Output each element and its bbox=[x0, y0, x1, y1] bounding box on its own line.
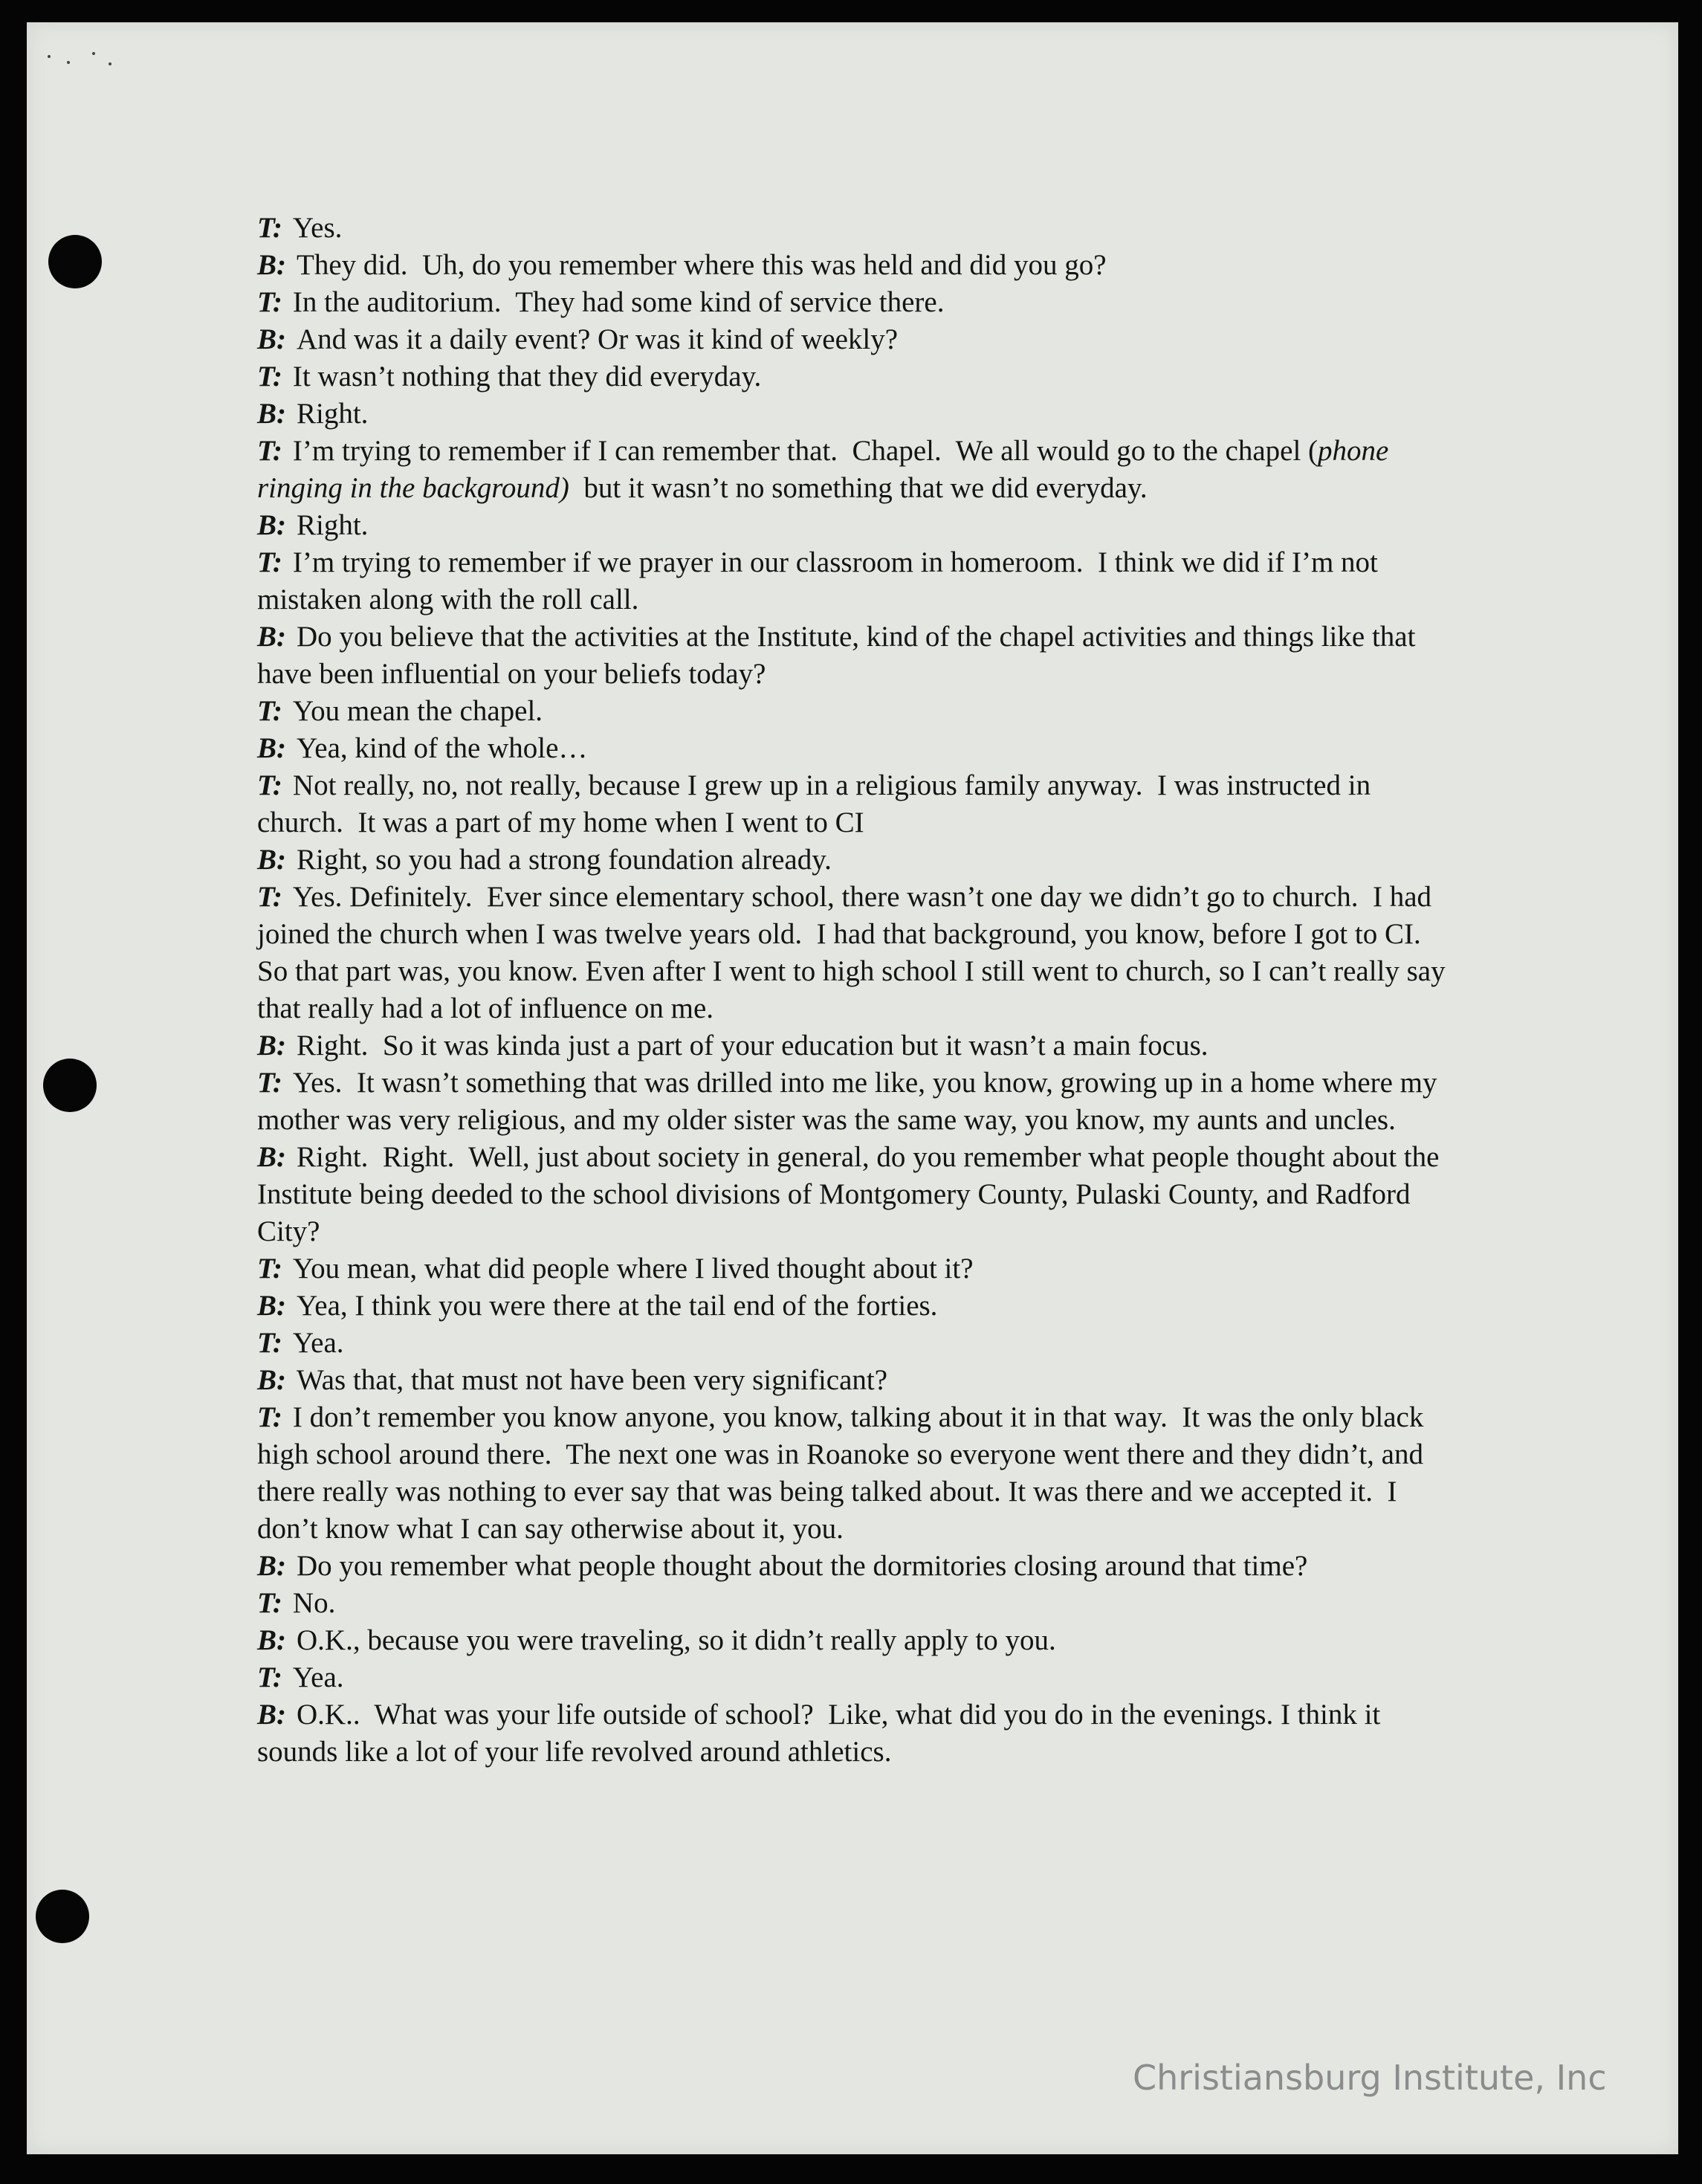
speaker-label: T: bbox=[257, 435, 282, 467]
transcript-turn bbox=[257, 1288, 1446, 1325]
dust-speck bbox=[67, 61, 70, 64]
transcript-turn bbox=[257, 1064, 1446, 1139]
utterance-text: O.K., because you were traveling, so it didn’t really apply to you. bbox=[297, 1624, 1056, 1656]
speaker-label: T: bbox=[257, 881, 282, 913]
transcript-turn bbox=[257, 321, 1446, 358]
speaker-label: T: bbox=[257, 695, 282, 727]
speaker-label: T: bbox=[257, 1661, 282, 1693]
transcript-turn bbox=[257, 1548, 1446, 1585]
utterance-text: No. bbox=[292, 1587, 336, 1619]
speaker-label: B: bbox=[257, 1030, 286, 1062]
utterance-text: They did. Uh, do you remember where this was held and did you go? bbox=[297, 249, 1107, 281]
speaker-label: B: bbox=[257, 1141, 286, 1173]
transcript-turn bbox=[257, 358, 1446, 395]
transcript-turn bbox=[257, 507, 1446, 544]
speaker-label: T: bbox=[257, 1327, 282, 1359]
utterance-text: O.K.. What was your life outside of school? Like, what did you do in the evenings. I think it sounds like a lot of your life revolved around athletics. bbox=[257, 1699, 1388, 1768]
utterance-text: Right. bbox=[297, 509, 369, 541]
speaker-label: T: bbox=[257, 361, 282, 392]
speaker-label: B: bbox=[257, 398, 286, 430]
watermark-text: Christiansburg Institute, Inc bbox=[1133, 2058, 1607, 2098]
utterance-text: Right, so you had a strong foundation already. bbox=[297, 844, 832, 876]
transcript-turn bbox=[257, 730, 1446, 767]
transcript-turn bbox=[257, 1659, 1446, 1696]
transcript-turn bbox=[257, 1139, 1446, 1250]
speaker-label: T: bbox=[257, 1253, 282, 1285]
utterance-text: Do you believe that the activities at the Institute, kind of the chapel activities and things like that have been influential on your beliefs today? bbox=[257, 621, 1423, 690]
speaker-label: B: bbox=[257, 621, 286, 653]
transcript-turn bbox=[257, 841, 1446, 879]
utterance-text: Yea. bbox=[292, 1661, 344, 1693]
speaker-label: B: bbox=[257, 1699, 286, 1731]
utterance-text: And was it a daily event? Or was it kind of weekly? bbox=[297, 323, 899, 355]
speaker-label: B: bbox=[257, 1550, 286, 1582]
punch-hole-middle bbox=[43, 1059, 97, 1112]
utterance-text: Yes. bbox=[292, 212, 343, 244]
utterance-text: Was that, that must not have been very significant? bbox=[297, 1364, 888, 1396]
speaker-label: B: bbox=[257, 323, 286, 355]
transcript-turn bbox=[257, 618, 1446, 693]
dust-speck bbox=[109, 62, 111, 65]
transcript-turn bbox=[257, 247, 1446, 284]
utterance-text: I’m trying to remember if I can remember that. Chapel. We all would go to the chapel ( bbox=[292, 435, 1318, 467]
transcript-turn bbox=[257, 1585, 1446, 1622]
speaker-label: T: bbox=[257, 1587, 282, 1619]
speaker-label: B: bbox=[257, 249, 286, 281]
speaker-label: T: bbox=[257, 769, 282, 801]
utterance-text: In the auditorium. They had some kind of service there. bbox=[292, 286, 945, 318]
transcript-turn bbox=[257, 1622, 1446, 1659]
transcript-turn bbox=[257, 544, 1446, 618]
utterance-text: Right. Right. Well, just about society in general, do you remember what people thought about the Institute being deeded to the school divisions of Montgomery County, Pulaski County, and Radford City? bbox=[257, 1141, 1447, 1247]
transcript-turn bbox=[257, 210, 1446, 247]
speaker-label: B: bbox=[257, 1364, 286, 1396]
transcript-turn bbox=[257, 1250, 1446, 1288]
utterance-text: Right. bbox=[297, 398, 369, 430]
transcript-turn bbox=[257, 1325, 1446, 1362]
transcript-turn bbox=[257, 1027, 1446, 1064]
utterance-text: Do you remember what people thought about the dormitories closing around that time? bbox=[297, 1550, 1308, 1582]
dust-speck bbox=[92, 52, 95, 55]
utterance-text: Yea, kind of the whole… bbox=[297, 732, 588, 764]
utterance-text: Yes. It wasn’t something that was drilled into me like, you know, growing up in a home where my mother was very religious, and my older sister was the same way, you know, my aunts and uncles. bbox=[257, 1067, 1445, 1136]
speaker-label: T: bbox=[257, 212, 282, 244]
transcript-body bbox=[257, 210, 1453, 1771]
speaker-label: T: bbox=[257, 1067, 282, 1099]
transcript-turn bbox=[257, 284, 1446, 321]
speaker-label: T: bbox=[257, 286, 282, 318]
utterance-text: It wasn’t nothing that they did everyday. bbox=[292, 361, 762, 392]
transcript-turn bbox=[257, 693, 1446, 730]
utterance-text: Not really, no, not really, because I grew up in a religious family anyway. I was instructed in church. It was a part of my home when I went to CI bbox=[257, 769, 1378, 839]
utterance-text: Right. So it was kinda just a part of your education but it wasn’t a main focus. bbox=[297, 1030, 1208, 1062]
utterance-text: Yea, I think you were there at the tail end of the forties. bbox=[297, 1290, 938, 1322]
transcript-turn bbox=[257, 433, 1446, 507]
transcript-turn bbox=[257, 1362, 1446, 1399]
utterance-text: I don’t remember you know anyone, you know, talking about it in that way. It was the only black high school around there. The next one was in Roanoke so everyone went there and they didn’t, and there really was nothing to ever say that was being talked about. It was there and we accepted it. I don’t know what I can say otherwise about it, you. bbox=[257, 1401, 1431, 1545]
speaker-label: B: bbox=[257, 844, 286, 876]
utterance-text: You mean the chapel. bbox=[292, 695, 543, 727]
transcript-turn bbox=[257, 395, 1446, 433]
punch-hole-top bbox=[48, 235, 102, 288]
speaker-label: B: bbox=[257, 732, 286, 764]
speaker-label: B: bbox=[257, 509, 286, 541]
dust-speck bbox=[48, 55, 51, 58]
utterance-text: You mean, what did people where I lived thought about it? bbox=[292, 1253, 974, 1285]
utterance-text: Yes. Definitely. Ever since elementary school, there wasn’t one day we didn’t go to church. I had joined the church when I was twelve years old. I had that background, you know, before I got to CI. So that part was, you know. Even after I went to high school I still went to church, so I can’t really say that really had a lot of influence on me. bbox=[257, 881, 1453, 1024]
utterance-text: I’m trying to remember if we prayer in our classroom in homeroom. I think we did if I’m not mistaken along with the roll call. bbox=[257, 546, 1385, 616]
utterance-text-continued: but it wasn’t no something that we did everyday. bbox=[569, 472, 1148, 504]
punch-hole-bottom bbox=[36, 1890, 89, 1943]
speaker-label: B: bbox=[257, 1290, 286, 1322]
transcript-turn bbox=[257, 1696, 1446, 1771]
speaker-label: B: bbox=[257, 1624, 286, 1656]
utterance-text: Yea. bbox=[292, 1327, 344, 1359]
transcript-turn bbox=[257, 1399, 1446, 1548]
speaker-label: T: bbox=[257, 1401, 282, 1433]
stage-direction: phone ringing in the background) bbox=[257, 435, 1397, 504]
speaker-label: T: bbox=[257, 546, 282, 578]
transcript-turn bbox=[257, 767, 1446, 841]
transcript-turn bbox=[257, 879, 1453, 1027]
